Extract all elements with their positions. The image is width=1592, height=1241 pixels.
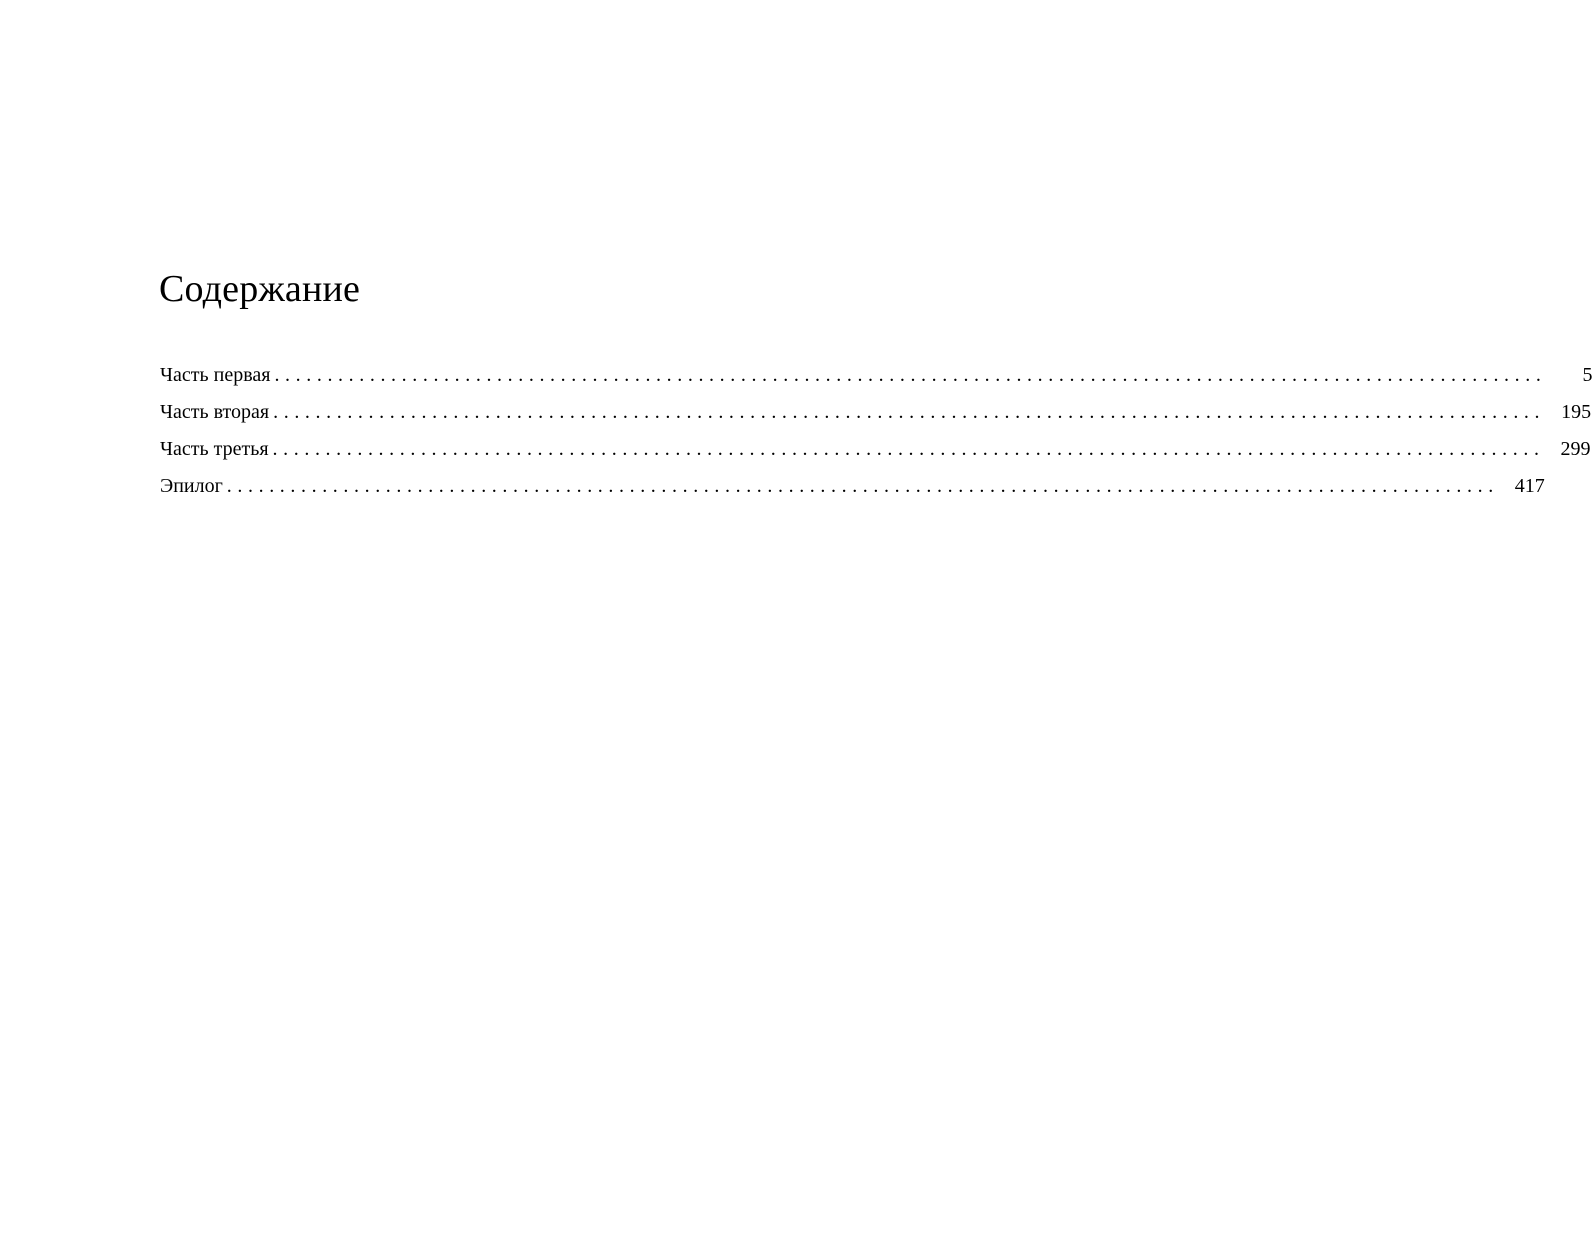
table-of-contents xyxy=(160,361,1592,509)
dot-leader: ........................................................................................................................ xyxy=(226,475,1499,497)
toc-entry-part-two xyxy=(160,398,1592,435)
toc-entry-part-one xyxy=(160,361,1592,398)
toc-entry-page-number: 299 xyxy=(1560,438,1591,460)
dot-leader: ........................................................................................................................ xyxy=(273,401,1546,423)
toc-entry-part-three xyxy=(160,435,1591,472)
toc-entry-label: Часть первая xyxy=(160,364,271,386)
toc-entry-page-number: 417 xyxy=(1514,475,1545,497)
toc-entry-label: Часть вторая xyxy=(160,401,270,423)
toc-entry-page-number: 195 xyxy=(1561,401,1592,423)
dot-leader: ........................................................................................................................ xyxy=(274,364,1547,386)
page-title: Содержание xyxy=(159,268,361,310)
toc-entry-epilogue xyxy=(160,472,1545,509)
toc-entry-label: Часть третья xyxy=(160,438,269,460)
toc-entry-page-number: 5 xyxy=(1582,364,1592,386)
toc-entry-label: Эпилог xyxy=(160,475,223,497)
dot-leader: ........................................................................................................................ xyxy=(272,438,1545,460)
